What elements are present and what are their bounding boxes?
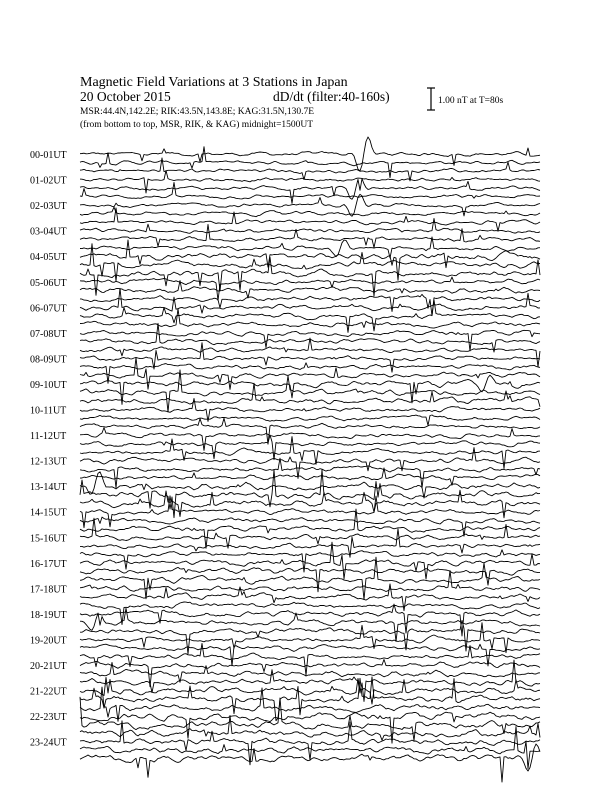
hour-label: 10-11UT — [30, 405, 67, 417]
trace-kag — [80, 399, 540, 422]
hour-label: 00-01UT — [30, 150, 67, 161]
trace-msr — [80, 509, 540, 548]
trace-rik — [80, 281, 540, 298]
trace-group — [80, 137, 540, 782]
hour-label: 18-19UT — [30, 609, 67, 621]
trace-kag — [80, 194, 540, 216]
hour-label: 15-16UT — [30, 533, 67, 545]
trace-msr — [80, 309, 540, 328]
trace-rik — [80, 517, 540, 536]
trace-rik — [80, 244, 540, 281]
chart-date: 20 October 2015 — [80, 89, 171, 104]
trace-kag — [80, 343, 540, 373]
trace-kag — [80, 571, 540, 592]
chart-quantity: dD/dt (filter:40-160s) — [273, 89, 390, 104]
hour-label: 05-06UT — [30, 277, 67, 289]
trace-msr — [80, 182, 540, 199]
trace-msr — [80, 294, 540, 315]
hour-label: 13-14UT — [30, 482, 67, 494]
trace-kag — [80, 137, 540, 171]
hour-label: 03-04UT — [30, 226, 67, 238]
trace-rik — [80, 727, 540, 769]
hour-label: 04-05UT — [30, 252, 67, 264]
trace-order-note: (from bottom to top, MSR, RIK, & KAG) midnight=1500UT — [80, 120, 314, 130]
hour-label: 06-07UT — [30, 303, 67, 315]
hour-label: 11-12UT — [30, 431, 67, 443]
hour-label: 16-17UT — [30, 558, 67, 570]
trace-rik — [80, 415, 540, 425]
hour-label: 08-09UT — [30, 354, 67, 366]
scale-bar — [427, 88, 503, 110]
hour-label: 12-13UT — [30, 456, 67, 468]
chart-title: Magnetic Field Variations at 3 Stations in Japan — [80, 75, 348, 90]
hour-label: 17-18UT — [30, 584, 67, 596]
hour-labels — [30, 150, 67, 749]
trace-rik — [80, 529, 540, 558]
trace-rik — [80, 300, 540, 333]
trace-msr — [80, 358, 540, 390]
trace-rik — [80, 567, 540, 591]
hour-label: 02-03UT — [30, 201, 67, 213]
trace-msr — [80, 257, 540, 296]
hour-label: 22-23UT — [30, 712, 67, 724]
trace-msr — [80, 418, 540, 444]
hour-label: 07-08UT — [30, 328, 67, 340]
hour-label: 09-10UT — [30, 379, 67, 391]
trace-kag — [80, 428, 540, 451]
trace-msr — [80, 550, 540, 572]
trace-msr — [80, 437, 540, 469]
trace-kag — [80, 240, 540, 280]
trace-kag — [80, 218, 540, 233]
hour-label: 21-22UT — [30, 686, 67, 698]
hour-label: 23-24UT — [30, 737, 67, 749]
trace-rik — [80, 179, 540, 204]
trace-rik — [80, 435, 540, 460]
hour-label: 14-15UT — [30, 507, 67, 519]
trace-kag — [80, 721, 540, 765]
trace-rik — [80, 697, 540, 741]
scale-bar-label: 1.00 nT at T=80s — [438, 96, 504, 106]
trace-rik — [80, 207, 540, 217]
trace-msr — [80, 383, 540, 407]
hour-label: 19-20UT — [30, 635, 67, 647]
hour-label: 01-02UT — [30, 175, 67, 187]
hour-label: 20-21UT — [30, 661, 67, 672]
station-coordinates: MSR:44.4N,142.2E; RIK:43.5N,143.8E; KAG:31.5N,130.7E — [80, 107, 315, 117]
